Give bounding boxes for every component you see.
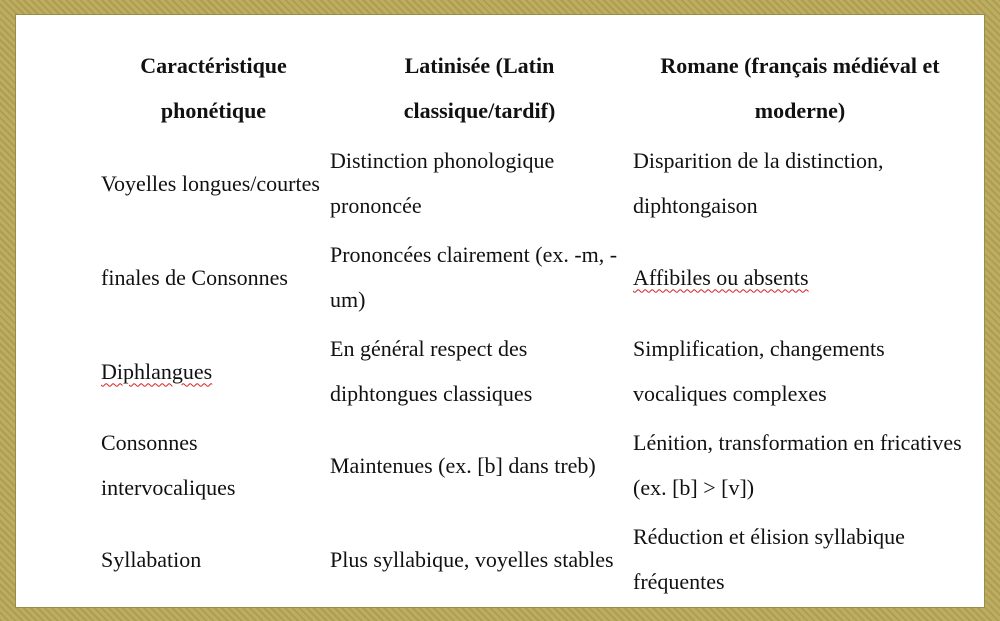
cell-characteristic: Voyelles longues/courtes [101, 170, 320, 196]
table-row [99, 324, 969, 418]
cell-characteristic: Consonnes intervocaliques [101, 430, 236, 500]
misspelled-word[interactable]: Diphlangues [101, 358, 213, 384]
cell-romance: Simplification, changements vocaliques complexes [633, 336, 885, 406]
cell-characteristic [99, 324, 328, 418]
table-row [99, 230, 969, 324]
cell-romance: Réduction et élision syllabique fréquentes [633, 524, 905, 594]
cell-latin: Prononcées clairement (ex. -m, -um) [330, 242, 618, 312]
header-romance: Romane (français médiéval et moderne) [660, 53, 940, 123]
header-characteristic: Caractéristique phonétique [140, 53, 287, 123]
cell-romance: Lénition, transformation en fricatives (ex. [b] > [v]) [633, 430, 962, 500]
cell-romance: Disparition de la distinction, diphtongaison [633, 148, 884, 218]
header-latin: Latinisée (Latin classique/tardif) [403, 53, 556, 123]
cell-characteristic: finales de Consonnes [101, 264, 288, 290]
table-row [99, 512, 969, 606]
phonetics-comparison-table [99, 40, 969, 606]
cell-latin: En général respect des diphtongues classiques [330, 336, 533, 406]
table-row [99, 418, 969, 512]
document-sheet [15, 14, 985, 608]
cell-romance [631, 230, 969, 324]
misspelled-word[interactable]: Affibiles ou absents [633, 264, 809, 290]
table-row [99, 136, 969, 230]
cell-latin: Plus syllabique, voyelles stables [330, 546, 614, 572]
header-row [99, 40, 969, 136]
cell-latin: Maintenues (ex. [b] dans treb) [330, 452, 596, 478]
cell-latin: Distinction phonologique prononcée [330, 148, 555, 218]
cell-characteristic: Syllabation [101, 546, 202, 572]
